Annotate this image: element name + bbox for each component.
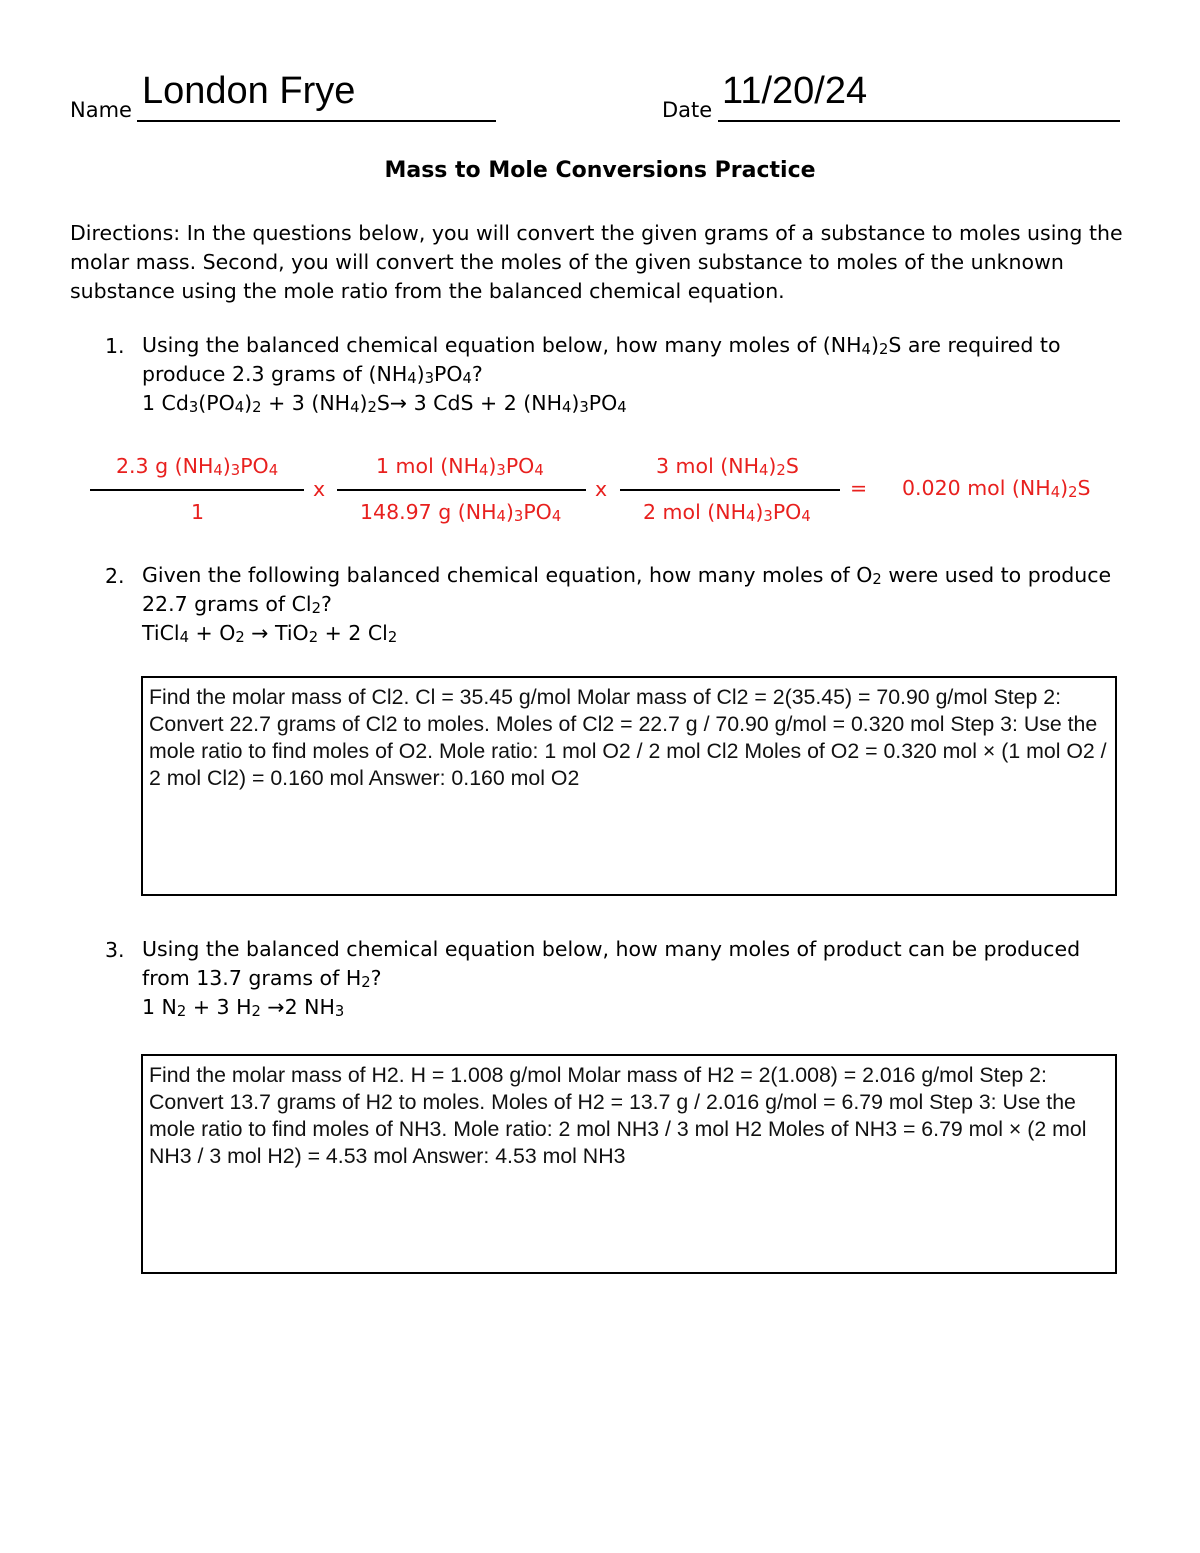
question-2-number: 2. bbox=[105, 564, 125, 588]
fraction-3-bar bbox=[620, 489, 840, 491]
fraction-3-denominator: 2 mol $(NH_4)_3PO_4$ bbox=[643, 500, 811, 526]
fraction-1-bar bbox=[90, 489, 304, 491]
question-3-text: Using the balanced chemical equation below, how many moles of product can be produced from 13.7 grams of $H_2$? bbox=[142, 937, 1081, 992]
date-label: Date bbox=[662, 98, 713, 122]
name-underline bbox=[137, 120, 496, 122]
question-1-equation: 1 $Cd_3(PO_4)_2 + 3$ $(NH_4)_2S\to 3$ CdS + 2 $(NH_4)_3PO_4$ bbox=[142, 391, 627, 417]
equals-sign: = bbox=[850, 476, 868, 500]
name-value[interactable]: London Frye bbox=[142, 70, 356, 112]
question-1-number: 1. bbox=[105, 334, 125, 358]
fraction-1-numerator: 2.3 g $(NH_4)_3PO_4$ bbox=[116, 454, 279, 480]
times-sign-2: x bbox=[595, 477, 608, 501]
question-1-text: Using the balanced chemical equation below, how many moles of $(NH_4)_2S$ are required to produce 2.3 grams of $(NH_4)_3PO_4$? bbox=[142, 333, 1061, 388]
date-value[interactable]: 11/20/24 bbox=[722, 70, 868, 112]
name-label: Name bbox=[70, 98, 132, 122]
fraction-3-numerator: 3 mol $(NH_4)_2S$ bbox=[656, 454, 799, 480]
fraction-2-denominator: 148.97 g $(NH_4)_3PO_4$ bbox=[360, 500, 562, 526]
q1-result: 0.020 mol $(NH_4)_2S$ bbox=[902, 476, 1091, 502]
fraction-1-denominator: 1 bbox=[191, 500, 205, 524]
date-underline bbox=[718, 120, 1120, 122]
question-2-text: Given the following balanced chemical equation, how many moles of $O_2$ were used to produce 22.7 grams of $Cl_2$? bbox=[142, 563, 1112, 618]
question-3-answer-box[interactable]: Find the molar mass of H2. H = 1.008 g/mol Molar mass of H2 = 2(1.008) = 2.016 g/mol Step 2: Convert 13.7 grams of H2 to moles. Moles of H2 = 13.7 g / 2.016 g/mol = 6.79 mol Step 3: Use the mole ratio to find moles of NH3. Mole ratio: 2 mol NH3 / 3 mol H2 Moles of NH3 = 6.79 mol × (2 mol NH3 / 3 mol H2) = 4.53 mol Answer: 4.53 mol NH3 bbox=[141, 1054, 1117, 1274]
question-3-equation: 1 $N_2 + 3$ $H_2 \to 2$ $NH_3$ bbox=[142, 995, 345, 1021]
page-title: Mass to Mole Conversions Practice bbox=[384, 158, 816, 183]
directions: Directions: In the questions below, you will convert the given grams of a substance to moles using the molar mass. Second, you will convert the moles of the given substance to moles of the unknown substance using the mole ratio from the balanced chemical equation. bbox=[70, 221, 1123, 303]
fraction-2-bar bbox=[337, 489, 586, 491]
times-sign-1: x bbox=[313, 477, 326, 501]
fraction-2-numerator: 1 mol $(NH_4)_3PO_4$ bbox=[376, 454, 544, 480]
question-2-equation: TiCl$_4$ + $O_2 \to TiO_2 + 2$ $Cl_2$ bbox=[142, 621, 398, 647]
question-2-answer-box[interactable]: Find the molar mass of Cl2. Cl = 35.45 g/mol Molar mass of Cl2 = 2(35.45) = 70.90 g/mol Step 2: Convert 22.7 grams of Cl2 to moles. Moles of Cl2 = 22.7 g / 70.90 g/mol = 0.320 mol Step 3: Use the mole ratio to find moles of O2. Mole ratio: 1 mol O2 / 2 mol Cl2 Moles of O2 = 0.320 mol × (1 mol O2 / 2 mol Cl2) = 0.160 mol Answer: 0.160 mol O2 bbox=[141, 676, 1117, 896]
question-3-number: 3. bbox=[105, 938, 125, 962]
